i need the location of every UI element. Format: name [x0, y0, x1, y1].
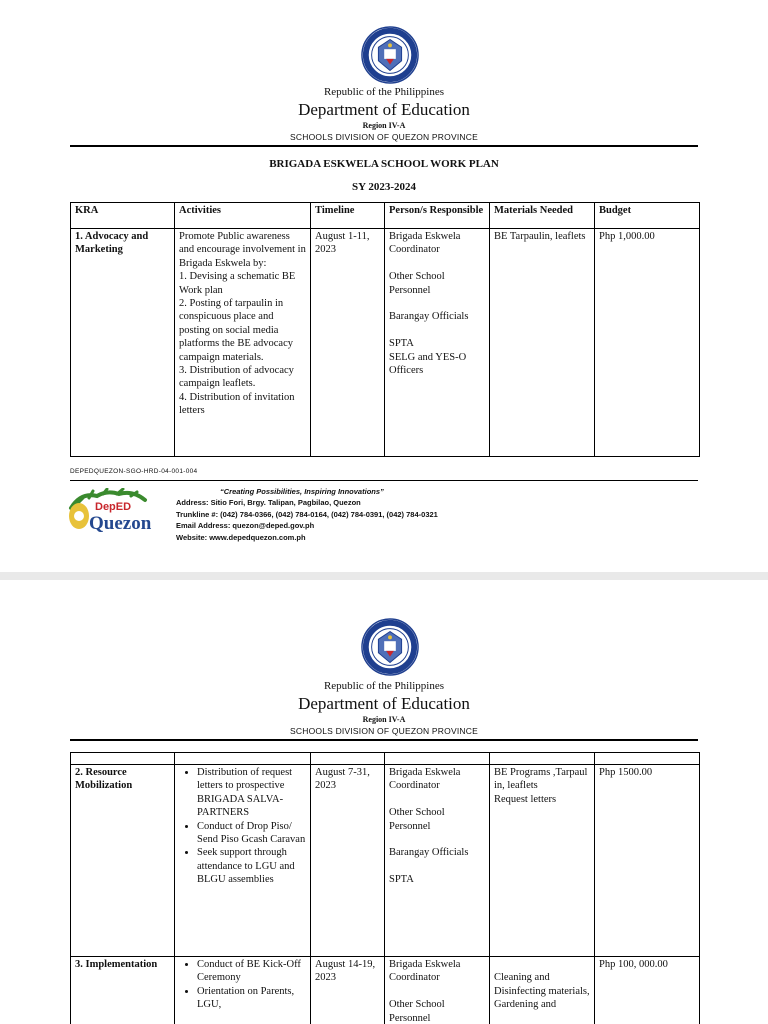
- deped-quezon-logo-icon: [67, 488, 157, 536]
- republic-line: Republic of the Philippines: [323, 86, 445, 98]
- activity-item: 2. Posting of tarpaulin in conspicuous place and posting on social media platforms the BE advocacy campaign materials.: [179, 298, 294, 363]
- person-item: Other School Personnel: [389, 999, 445, 1024]
- persons-cell: [385, 765, 490, 957]
- activities-cell: [175, 229, 311, 457]
- person-item: Other School Personnel: [389, 807, 445, 832]
- person-item: Brigada Eskwela Coordinator: [389, 231, 461, 256]
- header-divider: [70, 739, 698, 741]
- school-year: SY 2023-2024: [351, 181, 417, 193]
- document-page-2: [0, 580, 768, 1024]
- document-title: BRIGADA ESKWELA SCHOOL WORK PLAN: [269, 158, 499, 170]
- website: Website: www.depedquezon.com.ph: [176, 532, 306, 542]
- materials-cell: [490, 765, 595, 957]
- trunkline: Trunkline #: (042) 784-0366, (042) 784-0164, (042) 784-0391, (042) 784-0321: [176, 509, 438, 519]
- work-plan-table-continued: [70, 752, 700, 1024]
- activities-cell: [175, 957, 311, 1024]
- table-row: [71, 229, 700, 457]
- col-header-kra: KRA: [71, 203, 175, 229]
- table-header-row: [71, 753, 700, 765]
- materials-cell: [490, 957, 595, 1024]
- material-item: Cleaning and Disinfecting materials, Gardening and: [494, 972, 590, 1011]
- region-line: Region IV-A: [362, 715, 406, 724]
- deped-seal-icon: [361, 26, 419, 84]
- budget-cell: Php 1,000.00: [595, 229, 700, 457]
- table-row: [71, 957, 700, 1024]
- timeline-cell: August 14-19, 2023: [311, 957, 385, 1024]
- division-line: SCHOOLS DIVISION OF QUEZON PROVINCE: [290, 726, 478, 736]
- document-code: DEPEDQUEZON-SGO-HRD-04-001-004: [70, 468, 198, 475]
- person-item: Other School Personnel: [389, 271, 445, 296]
- department-name: Department of Education: [298, 100, 470, 119]
- person-item: SELG and YES-O Officers: [389, 351, 467, 377]
- deped-seal-icon: [361, 618, 419, 676]
- address: Address: Sitio Fori, Brgy. Talipan, Pagbilao, Quezon: [176, 498, 361, 508]
- activity-item: • Orientation on Parents, LGU,: [197, 985, 306, 1012]
- footer-divider: [70, 480, 698, 481]
- col-header-materials: Materials Needed: [490, 203, 595, 229]
- activity-item: • Distribution of request letters to prospective BRIGADA SALVA-PARTNERS: [197, 766, 306, 820]
- col-header-budget: Budget: [595, 203, 700, 229]
- person-item: SPTA: [389, 874, 414, 886]
- department-name: Department of Education: [298, 694, 470, 713]
- tagline: “Creating Possibilities, Inspiring Innovations”: [220, 487, 384, 496]
- activity-item: 4. Distribution of invitation letters: [179, 391, 295, 417]
- kra-cell: 1. Advocacy and Marketing: [71, 229, 175, 457]
- person-item: Brigada Eskwela Coordinator: [389, 959, 461, 984]
- activity-item: • Seek support through attendance to LGU and BLGU assemblies: [197, 846, 306, 886]
- activities-intro: Promote Public awareness and encourage involvement in Brigada Eskwela by:: [179, 231, 306, 269]
- timeline-cell: August 1-11, 2023: [311, 229, 385, 457]
- division-line: SCHOOLS DIVISION OF QUEZON PROVINCE: [290, 132, 478, 142]
- header-divider: [70, 145, 698, 147]
- activity-item: • Conduct of BE Kick-Off Ceremony: [197, 958, 306, 985]
- table-row: [71, 765, 700, 957]
- work-plan-table: [70, 202, 700, 457]
- person-item: Brigada Eskwela Coordinator: [389, 767, 461, 792]
- col-header-activities: Activities: [175, 203, 311, 229]
- person-item: SPTA: [389, 338, 414, 350]
- col-header-persons: Person/s Responsible: [385, 203, 490, 229]
- kra-cell: 3. Implementation: [71, 957, 175, 1024]
- material-item: Request letters: [494, 793, 557, 805]
- materials-cell: BE Tarpaulin, leaflets: [490, 229, 595, 457]
- budget-cell: Php 100, 000.00: [595, 957, 700, 1024]
- activity-item: 1. Devising a schematic BE Work plan: [179, 271, 296, 296]
- region-line: Region IV-A: [362, 121, 406, 130]
- persons-cell: [385, 957, 490, 1024]
- material-item: BE Programs ,Tarpaulin, leaflets: [494, 767, 588, 792]
- activity-item: • Conduct of Drop Piso/ Send Piso Gcash Caravan: [197, 820, 306, 847]
- kra-cell: 2. Resource Mobilization: [71, 765, 175, 957]
- person-item: Barangay Officials: [389, 847, 469, 859]
- budget-cell: Php 1500.00: [595, 765, 700, 957]
- logo-text-bottom: Quezon: [89, 513, 152, 534]
- logo-text-top: DepED: [95, 501, 132, 513]
- persons-cell: [385, 229, 490, 457]
- person-item: Barangay Officials: [389, 311, 469, 323]
- col-header-timeline: Timeline: [311, 203, 385, 229]
- contact-block: [176, 486, 438, 543]
- table-header-row: [71, 203, 700, 229]
- activities-cell: [175, 765, 311, 957]
- activity-item: 3. Distribution of advocacy campaign leaflets.: [179, 365, 294, 390]
- republic-line: Republic of the Philippines: [323, 680, 445, 692]
- timeline-cell: August 7-31, 2023: [311, 765, 385, 957]
- email: Email Address: quezon@deped.gov.ph: [176, 521, 315, 531]
